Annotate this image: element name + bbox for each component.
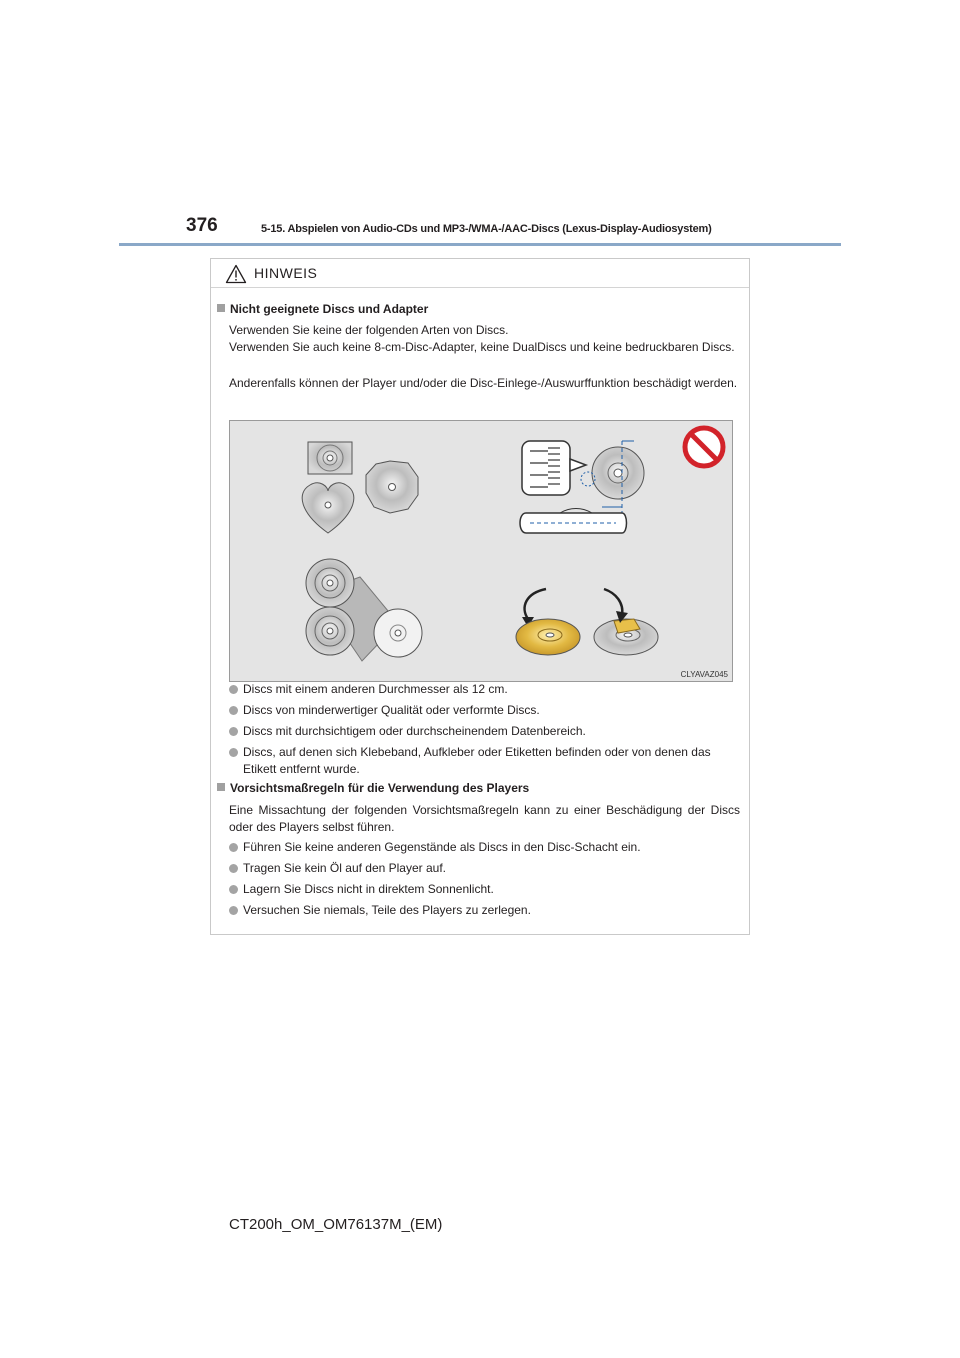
heading-player-precautions <box>217 781 529 795</box>
notice-header <box>211 259 749 288</box>
list-item-text: Versuchen Sie niemals, Teile des Players zu zerlegen. <box>243 903 531 917</box>
list-item-text: Discs mit einem anderen Durchmesser als 12 cm. <box>243 682 508 696</box>
bullet-icon <box>229 706 238 715</box>
heading-unsuitable-discs <box>217 302 428 316</box>
list-item <box>229 860 744 877</box>
document-code: CT200h_OM_OM76137M_(EM) <box>229 1216 443 1233</box>
heading-text: Nicht geeignete Discs und Adapter <box>230 302 429 316</box>
bullet-icon <box>229 685 238 694</box>
list-item <box>229 902 744 919</box>
heading-text: Vorsichtsmaßregeln für die Verwendung des Players <box>230 781 530 795</box>
bullet-icon <box>229 906 238 915</box>
list-item <box>229 744 744 778</box>
paragraph: Anderenfalls können der Player und/oder die Disc-Einlege-/Auswurffunktion beschädigt werden. <box>229 376 738 390</box>
paragraph: Verwenden Sie keine der folgenden Arten von Discs. <box>229 323 509 337</box>
page-number: 376 <box>186 215 218 236</box>
section-title: 5-15. Abspielen von Audio-CDs und MP3-/WMA-/AAC-Discs (Lexus-Display-Audiosystem) <box>261 223 712 235</box>
notice-box <box>210 258 750 935</box>
list-item <box>229 681 744 698</box>
bullet-icon <box>229 843 238 852</box>
list-item <box>229 881 744 898</box>
header-rule <box>119 243 841 246</box>
notice-title: HINWEIS <box>254 265 318 281</box>
list-item <box>229 702 744 719</box>
paragraph: Eine Missachtung der folgenden Vorsichtsmaßregeln kann zu einer Beschädigung der Discs oder des Players selbst führen. <box>229 803 740 834</box>
list-item-text: Lagern Sie Discs nicht in direktem Sonnenlicht. <box>243 882 494 896</box>
bullet-icon <box>229 885 238 894</box>
square-bullet-icon <box>217 304 225 312</box>
square-bullet-icon <box>217 783 225 791</box>
list-item-text: Discs von minderwertiger Qualität oder verformte Discs. <box>243 703 540 717</box>
list-item-text: Tragen Sie kein Öl auf den Player auf. <box>243 861 447 875</box>
list-item-text: Discs mit durchsichtigem oder durchscheinendem Datenbereich. <box>243 724 586 738</box>
list-item <box>229 723 744 740</box>
warning-icon <box>225 264 247 284</box>
bullet-icon <box>229 864 238 873</box>
bullet-icon <box>229 727 238 736</box>
bullet-icon <box>229 748 238 757</box>
paragraph: Verwenden Sie auch keine 8-cm-Disc-Adapter, keine DualDiscs und keine bedruckbaren Discs. <box>229 340 735 354</box>
figure-code: CLYAVAZ045 <box>680 670 728 679</box>
list-item-text: Führen Sie keine anderen Gegenstände als Discs in den Disc-Schacht ein. <box>243 840 641 854</box>
list-item <box>229 839 744 856</box>
unsuitable-discs-illustration <box>229 420 733 682</box>
discs-drawing <box>230 421 732 681</box>
list-item-text: Discs, auf denen sich Klebeband, Aufkleber oder Etiketten befinden oder von denen das Etikett entfernt wurde. <box>243 745 711 776</box>
